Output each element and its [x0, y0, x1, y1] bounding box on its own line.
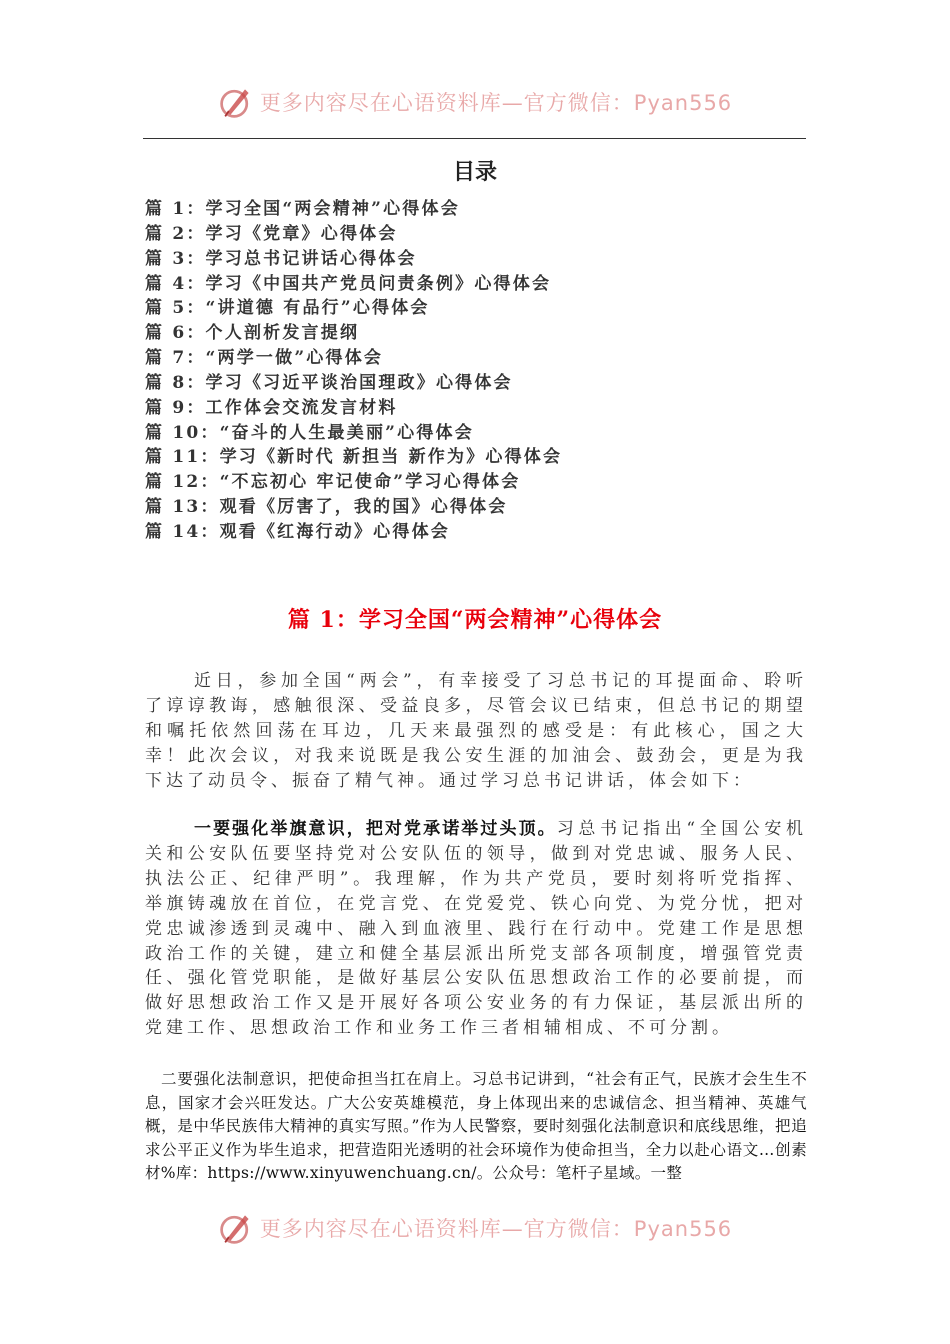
banner-text: 更多内容尽在心语资料库—官方微信：Pyan556	[259, 1217, 733, 1241]
toc-item[interactable]: 篇 8：学习《习近平谈治国理政》心得体会	[145, 372, 513, 393]
banner-text: 更多内容尽在心语资料库—官方微信：Pyan556	[259, 91, 733, 115]
quill-pen-logo-icon	[218, 84, 254, 120]
toc-item[interactable]: 篇 14：观看《红海行动》心得体会	[145, 521, 450, 542]
toc-item[interactable]: 篇 9：工作体会交流发言材料	[145, 397, 398, 418]
toc-item[interactable]: 篇 2：学习《党章》心得体会	[145, 223, 398, 244]
toc-item[interactable]: 篇 10：“奋斗的人生最美丽”心得体会	[145, 422, 474, 443]
toc-item[interactable]: 篇 13：观看《厉害了，我的国》心得体会	[145, 497, 508, 518]
table-of-contents	[145, 197, 805, 545]
toc-item[interactable]: 篇 3：学习总书记讲话心得体会	[145, 248, 417, 269]
footer-banner	[0, 1208, 950, 1248]
toc-item[interactable]: 篇 7：“两学一做”心得体会	[145, 348, 384, 369]
toc-item[interactable]: 篇 4：学习《中国共产党员问责条例》心得体会	[145, 273, 552, 294]
header-divider	[143, 138, 806, 139]
toc-item[interactable]: 篇 6：个人剖析发言提纲	[145, 323, 360, 344]
paragraph-lead: 一要强化举旗意识，把对党承诺举过头顶。	[194, 819, 557, 839]
section-title: 篇 1：学习全国“两会精神”心得体会	[287, 607, 663, 633]
paragraph-body: 习总书记指出“全国公安机关和公安队伍要坚持党对公安队伍的领导，做到对党忠诚、服务人民、执法公正、纪律严明”。我理解，作为共产党员，要时刻将听党指挥、举旗铸魂放在首位，在党言党、在党爱党、铁心向党、为党分忧，把对党忠诚渗透到灵魂中、融入到血液里、践行在行动中。党建工作是思想政治工作的关键，建立和健全基层派出所党支部各项制度，增强管党责任、强化管党职能，是做好基层公安队伍思想政治工作的必要前提，而做好思想政治工作又是开展好各项公安业务的有力保证，基层派出所的党建工作、思想政治工作和业务工作三者相辅相成、不可分割。	[145, 819, 807, 1039]
header-banner	[0, 82, 950, 122]
toc-item[interactable]: 篇 11：学习《新时代 新担当 新作为》心得体会	[145, 447, 563, 468]
paragraph-point-two: 二要强化法制意识，把使命担当扛在肩上。习总书记讲到，“社会有正气，民族才会生生不息，国家才会兴旺发达。广大公安英雄模范，身上体现出来的忠诚信念、担当精神、英雄气概，是中华民族伟大精神的真实写照。”作为人民警察，要时刻强化法制意识和底线思维，把追求公平正义作为毕生追求，把营造阳光透明的社会环境作为使命担当，全力以赴心语文…创素材%库：https://www.xinyuwenchuang.cn/。公众号：笔杆子星域。一整	[145, 1070, 807, 1183]
quill-pen-logo-icon	[218, 1210, 254, 1246]
paragraph-intro: 近日，参加全国“两会”，有幸接受了习总书记的耳提面命、聆听了谆谆教诲，感触很深、受益良多，尽管会议已结束，但总书记的期望和嘱托依然回荡在耳边，几天来最强烈的感受是：有此核心，国之大幸！此次会议，对我来说既是我公安生涯的加油会、鼓劲会，更是为我下达了动员令、振奋了精气神。通过学习总书记讲话，体会如下：	[145, 671, 807, 791]
paragraph-point-one	[145, 817, 807, 1041]
toc-title: 目录	[452, 160, 497, 185]
toc-item[interactable]: 篇 12：“不忘初心 牢记使命”学习心得体会	[145, 472, 521, 493]
toc-item[interactable]: 篇 5：“讲道德 有品行”心得体会	[145, 298, 430, 319]
toc-item[interactable]: 篇 1：学习全国“两会精神”心得体会	[145, 199, 460, 219]
